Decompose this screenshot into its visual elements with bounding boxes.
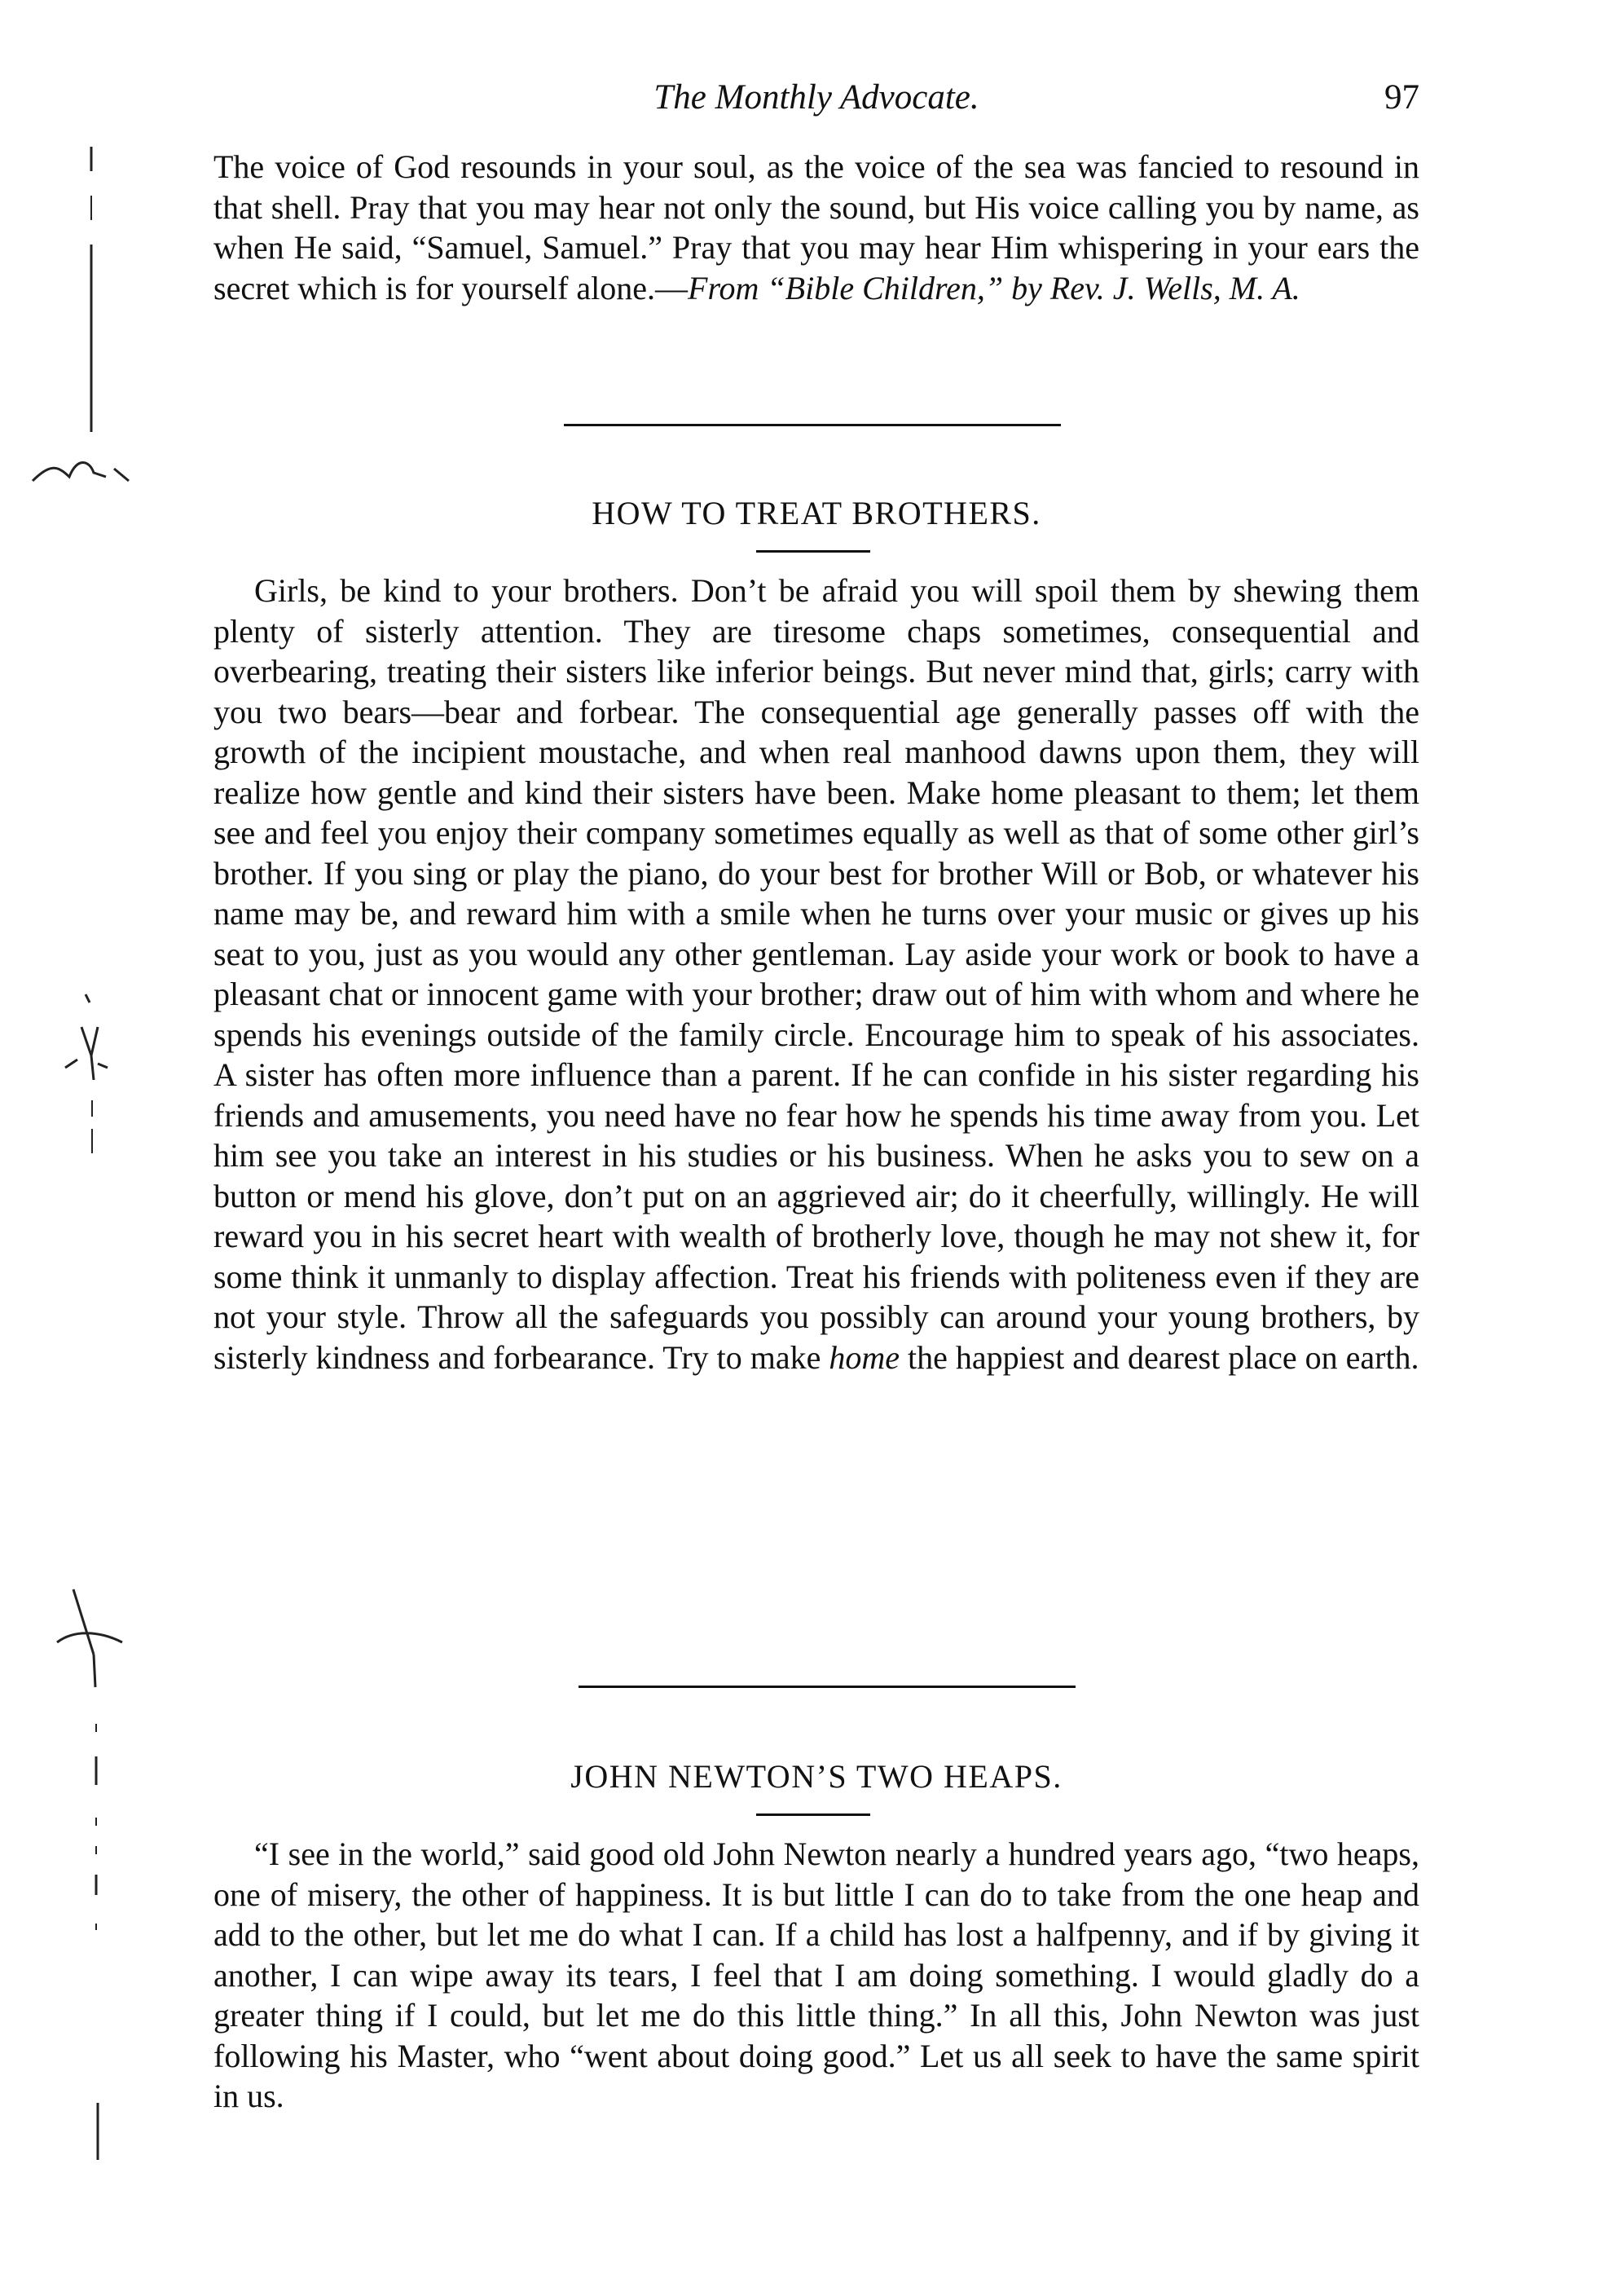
section-one-text-end: the happiest and dearest place on earth. [900, 1338, 1419, 1376]
intro-paragraph [213, 147, 1419, 308]
section-divider-rule [564, 424, 1061, 426]
margin-pencil-mark-bottom [0, 1573, 163, 2192]
running-title: The Monthly Advocate. [653, 78, 979, 117]
section-one-italic-home: home [829, 1338, 900, 1376]
section-one-text: Girls, be kind to your brothers. Don’t be afraid you will spoil them by shewing them plenty of sisterly attention. They are tiresome chaps sometimes, consequential and overbearing, treating their sisters like inferior beings. But never mind that, girls; carry with you two bears—bear and forbear. The consequential age generally passes off with the growth of the incipient moustache, and when real manhood dawns upon them, they will realize how gentle and kind their sisters have been. Make home pleasant to them; let them see and feel you enjoy their company sometimes equally as well as that of some other girl’s brother. If you sing or play the piano, do your best for brother Will or Bob, or whatever his name may be, and reward him with a smile when he turns over your music or gives up his seat to you, just as you would any other gentleman. Lay aside your work or book to have a pleasant chat or innocent game with your brother; draw out of him with whom and where he spends his evenings outside of the family circle. Encourage him to speak of his associates. A sister has often more influence than a parent. If he can confide in his sister regarding his friends and amusements, you need have no fear how he spends his time away from you. Let him see you take an interest in his studies or his business. When he asks you to sew on a button or mend his glove, don’t put on an aggrieved air; do it cheerfully, willingly. He will reward you in his secret heart with wealth of brotherly love, though he may not shew it, for some think it unmanly to display affection. Treat his friends with politeness even if they are not your style. Throw all the safeguards you possibly can around your young brothers, by sisterly kindness and forbearance. Try to make [213, 572, 1419, 1376]
section-two-text: “I see in the world,” said good old John Newton nearly a hundred years ago, “two heaps, one of misery, the other of happiness. It is but little I can do to take from the one heap and add to the other, but let me do what I can. If a child has lost a halfpenny, and if by giving it another, I can wipe away its tears, I feel that I am doing something. I would gladly do a greater thing if I could, but let me do this little thing.” In all this, John Newton was just following his Master, who “went about doing good.” Let us all seek to have the same spirit in us. [213, 1835, 1419, 2114]
section-body-john-newtons-two-heaps [213, 1834, 1419, 2117]
margin-pencil-mark-top [0, 139, 163, 497]
page-number: 97 [1384, 78, 1419, 117]
margin-pencil-mark-middle [0, 978, 163, 1190]
heading-underline-2 [756, 1813, 870, 1816]
intro-source-citation: From “Bible Children,” by Rev. J. Wells, M. A. [688, 269, 1300, 306]
running-head [213, 69, 1419, 126]
intro-paragraph-text [213, 147, 1419, 308]
section-two-paragraph [213, 1834, 1419, 2117]
section-body-how-to-treat-brothers [213, 571, 1419, 1377]
section-one-paragraph [213, 571, 1419, 1377]
intro-body-text: The voice of God resounds in your soul, as the voice of the sea was fancied to resound in that shell. Pray that you may hear not only the sound, but His voice calling you by name, as when He said, “Samuel, Samuel.” Pray that you may hear Him whispering in your ears the secret which is for yourself alone.— [213, 148, 1419, 306]
section-heading-john-newtons-two-heaps: JOHN NEWTON’S TWO HEAPS. [570, 1758, 1063, 1795]
section-heading-how-to-treat-brothers: HOW TO TREAT BROTHERS. [592, 495, 1041, 531]
heading-underline [756, 550, 870, 553]
section-divider-rule-2 [579, 1686, 1076, 1688]
